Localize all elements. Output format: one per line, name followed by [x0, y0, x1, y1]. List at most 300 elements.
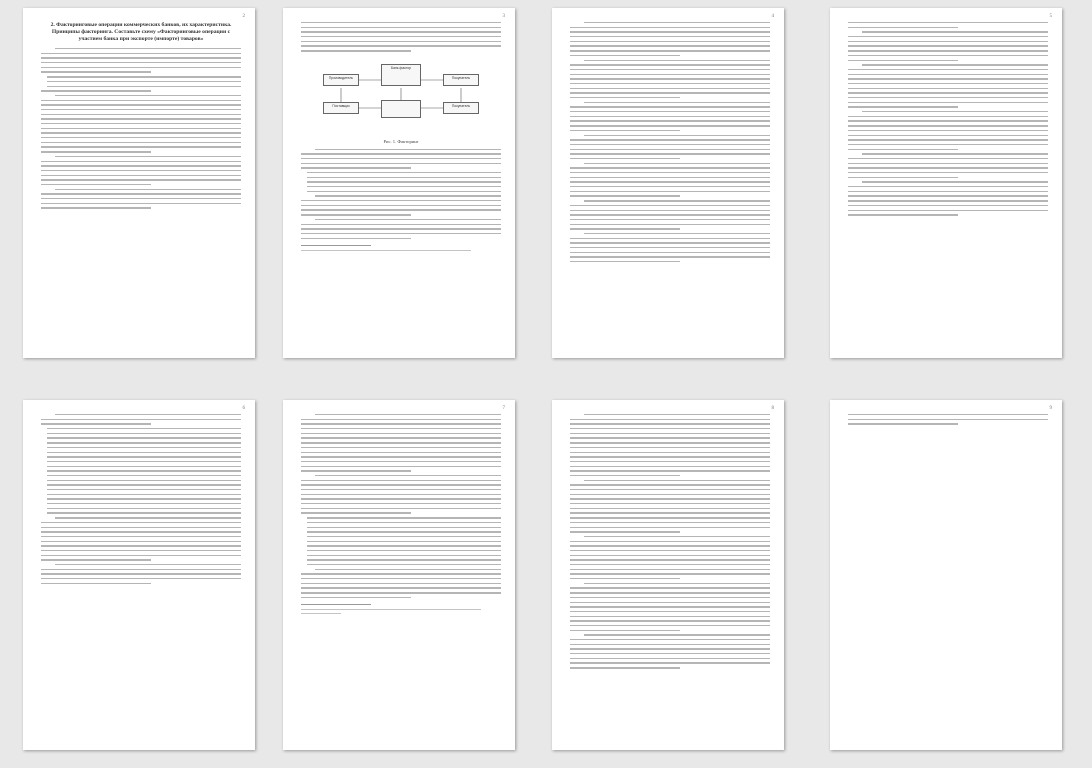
- text-line: [570, 92, 770, 93]
- text-line: [41, 62, 241, 63]
- text-line: [570, 149, 770, 150]
- text-line: [55, 189, 241, 190]
- text-line: [848, 191, 1048, 192]
- text-line: [570, 569, 770, 570]
- text-line: [848, 149, 958, 150]
- text-line: [41, 531, 241, 532]
- text-line: [55, 564, 241, 565]
- page-number: 5: [1049, 14, 1052, 19]
- text-line: [848, 158, 1048, 159]
- text-line: [848, 205, 1048, 206]
- text-line: [584, 480, 770, 481]
- text-line: [301, 238, 411, 239]
- text-line: [584, 22, 770, 23]
- text-line: [848, 116, 1048, 117]
- text-line: [47, 437, 241, 438]
- text-line: [570, 214, 770, 215]
- text-line: [41, 67, 241, 68]
- text-line: [570, 181, 770, 182]
- text-line: [570, 456, 770, 457]
- text-line: [848, 69, 1048, 70]
- text-line: [47, 86, 241, 87]
- text-line: [570, 508, 770, 509]
- text-line: [307, 531, 501, 532]
- text-line: [47, 512, 241, 513]
- body-text: [301, 149, 501, 239]
- text-line: [301, 494, 501, 495]
- text-line: [570, 120, 770, 121]
- text-line: [41, 207, 151, 208]
- text-line: [570, 648, 770, 649]
- text-line: [570, 630, 680, 631]
- text-line: [41, 161, 241, 162]
- text-line: [47, 452, 241, 453]
- text-line: [848, 214, 958, 215]
- text-line: [301, 31, 501, 32]
- text-line: [570, 522, 770, 523]
- text-line: [848, 163, 1048, 164]
- text-line: [41, 146, 241, 147]
- text-line: [570, 517, 770, 518]
- text-line: [301, 158, 501, 159]
- text-line: [41, 118, 241, 119]
- text-line: [570, 620, 770, 621]
- text-line: [301, 428, 501, 429]
- factoring-diagram: [321, 58, 481, 136]
- text-line: [301, 41, 501, 42]
- text-line: [301, 484, 501, 485]
- text-line: [307, 522, 501, 523]
- text-line: [41, 132, 241, 133]
- page-title: 2. Факторинговые операции коммерческих банков, их характеристика. Принципы факторинга. Составьте схему «Факторинговые операции с участием банка при экспорте (импорте) товаров»: [50, 22, 232, 42]
- text-line: [570, 158, 680, 159]
- body-text: [301, 414, 501, 598]
- text-line: [570, 31, 770, 32]
- text-line: [55, 156, 241, 157]
- text-line: [307, 550, 501, 551]
- text-line: [848, 55, 1048, 56]
- text-line: [570, 186, 770, 187]
- text-line: [47, 76, 241, 77]
- text-line: [41, 137, 241, 138]
- text-line: [47, 494, 241, 495]
- text-line: [570, 261, 680, 262]
- text-line: [570, 242, 770, 243]
- text-line: [301, 442, 501, 443]
- text-line: [307, 191, 501, 192]
- text-line: [301, 503, 501, 504]
- text-line: [41, 71, 151, 72]
- text-line: [570, 484, 770, 485]
- text-line: [307, 555, 501, 556]
- text-line: [862, 181, 1048, 182]
- text-line: [570, 74, 770, 75]
- text-line: [301, 498, 501, 499]
- text-line: [584, 135, 770, 136]
- text-line: [570, 437, 770, 438]
- text-line: [570, 662, 770, 663]
- text-line: [301, 452, 501, 453]
- text-line: [47, 447, 241, 448]
- text-line: [848, 92, 1048, 93]
- text-line: [315, 475, 501, 476]
- text-line: [315, 414, 501, 415]
- text-line: [307, 517, 501, 518]
- text-line: [41, 569, 241, 570]
- text-line: [301, 512, 411, 513]
- text-line: [307, 564, 501, 565]
- text-line: [570, 587, 770, 588]
- text-line: [848, 167, 1048, 168]
- page-number: 8: [771, 406, 774, 411]
- text-line: [848, 423, 958, 424]
- text-line: [848, 177, 958, 178]
- text-line: [570, 247, 770, 248]
- text-line: [570, 512, 770, 513]
- text-line: [570, 153, 770, 154]
- text-line: [570, 644, 770, 645]
- document-page-5: [830, 8, 1062, 358]
- text-line: [41, 90, 151, 91]
- text-line: [41, 170, 241, 171]
- text-line: [570, 625, 770, 626]
- page-number: 7: [502, 406, 505, 411]
- footnote: [301, 609, 481, 610]
- text-line: [301, 224, 501, 225]
- text-line: [41, 550, 241, 551]
- text-line: [570, 428, 770, 429]
- text-line: [301, 45, 501, 46]
- text-line: [570, 653, 770, 654]
- text-line: [41, 559, 151, 560]
- text-line: [570, 423, 770, 424]
- text-line: [41, 175, 241, 176]
- text-line: [47, 480, 241, 481]
- page-number: 9: [1049, 406, 1052, 411]
- text-line: [301, 163, 501, 164]
- text-line: [315, 219, 501, 220]
- text-line: [301, 466, 501, 467]
- text-line: [41, 541, 241, 542]
- text-line: [848, 83, 1048, 84]
- footnote-separator: [301, 245, 371, 246]
- text-line: [570, 597, 770, 598]
- text-line: [570, 503, 770, 504]
- text-line: [307, 541, 501, 542]
- text-line: [41, 419, 241, 420]
- text-line: [848, 195, 1048, 196]
- text-line: [41, 142, 241, 143]
- text-line: [570, 219, 770, 220]
- text-line: [570, 419, 770, 420]
- text-line: [570, 541, 770, 542]
- text-line: [41, 57, 241, 58]
- text-line: [848, 50, 1048, 51]
- text-line: [315, 569, 501, 570]
- document-page-6: [23, 400, 255, 750]
- document-page-2: [23, 8, 255, 358]
- text-line: [848, 210, 1048, 211]
- text-line: [570, 238, 770, 239]
- text-line: [307, 527, 501, 528]
- page-number: 3: [502, 14, 505, 19]
- text-line: [55, 414, 241, 415]
- diagram-box-center: [381, 100, 421, 118]
- document-page-8: [552, 400, 784, 750]
- text-line: [301, 22, 501, 23]
- text-line: [570, 97, 680, 98]
- body-text: [570, 414, 770, 669]
- text-line: [848, 88, 1048, 89]
- footnote: [301, 250, 471, 251]
- text-line: [301, 480, 501, 481]
- text-line: [41, 109, 241, 110]
- text-line: [307, 536, 501, 537]
- text-line: [47, 466, 241, 467]
- text-line: [307, 181, 501, 182]
- text-line: [41, 123, 241, 124]
- text-line: [41, 165, 241, 166]
- text-line: [584, 200, 770, 201]
- text-line: [570, 470, 770, 471]
- text-line: [570, 555, 770, 556]
- text-line: [570, 433, 770, 434]
- text-line: [301, 573, 501, 574]
- text-line: [41, 128, 241, 129]
- text-line: [570, 602, 770, 603]
- text-line: [848, 36, 1048, 37]
- text-line: [848, 414, 1048, 415]
- text-line: [41, 545, 241, 546]
- text-line: [41, 114, 241, 115]
- text-line: [41, 578, 241, 579]
- text-line: [301, 233, 501, 234]
- text-line: [570, 573, 770, 574]
- text-line: [570, 564, 770, 565]
- text-line: [301, 214, 411, 215]
- text-line: [570, 616, 770, 617]
- text-line: [570, 130, 680, 131]
- text-line: [584, 60, 770, 61]
- text-line: [55, 95, 241, 96]
- text-line: [301, 209, 501, 210]
- body-text: [848, 414, 1048, 425]
- text-line: [570, 111, 770, 112]
- text-line: [41, 203, 241, 204]
- text-line: [47, 470, 241, 471]
- text-line: [570, 527, 770, 528]
- text-line: [862, 153, 1048, 154]
- figure-caption: Рис. 1. Факторинг: [383, 138, 419, 144]
- diagram-box-producer: Производитель: [323, 74, 359, 86]
- text-line: [848, 60, 958, 61]
- text-line: [584, 536, 770, 537]
- text-line: [301, 456, 501, 457]
- text-line: [47, 489, 241, 490]
- document-page-3: [283, 8, 515, 358]
- text-line: [570, 461, 770, 462]
- text-line: [570, 191, 770, 192]
- text-line: [570, 442, 770, 443]
- text-line: [570, 611, 770, 612]
- text-line: [301, 153, 501, 154]
- text-line: [848, 130, 1048, 131]
- text-line: [848, 200, 1048, 201]
- text-line: [570, 78, 770, 79]
- diagram-box-supplier: Поставщик: [323, 102, 359, 114]
- text-line: [848, 45, 1048, 46]
- text-line: [55, 517, 241, 518]
- text-line: [570, 106, 770, 107]
- diagram-box-buyer-2: Покупатель: [443, 102, 479, 114]
- text-line: [41, 179, 241, 180]
- text-line: [301, 419, 501, 420]
- body-text: [41, 48, 241, 209]
- page-number: 4: [771, 14, 774, 19]
- text-line: [301, 578, 501, 579]
- text-line: [570, 36, 770, 37]
- text-line: [570, 205, 770, 206]
- text-line: [307, 559, 501, 560]
- text-line: [570, 531, 680, 532]
- text-line: [55, 48, 241, 49]
- text-line: [570, 116, 770, 117]
- body-text: [301, 22, 501, 52]
- text-line: [47, 503, 241, 504]
- text-line: [570, 475, 680, 476]
- text-line: [848, 144, 1048, 145]
- text-line: [570, 210, 770, 211]
- text-line: [570, 606, 770, 607]
- text-line: [570, 494, 770, 495]
- text-line: [47, 81, 241, 82]
- text-line: [570, 578, 680, 579]
- text-line: [570, 195, 680, 196]
- text-line: [848, 97, 1048, 98]
- text-line: [570, 172, 770, 173]
- text-line: [570, 228, 680, 229]
- text-line: [570, 144, 770, 145]
- text-line: [307, 545, 501, 546]
- text-line: [848, 41, 1048, 42]
- text-line: [41, 193, 241, 194]
- text-line: [570, 639, 770, 640]
- text-line: [41, 522, 241, 523]
- text-line: [301, 489, 501, 490]
- text-line: [41, 527, 241, 528]
- diagram-box-buyer: Покупатель: [443, 74, 479, 86]
- text-line: [570, 27, 770, 28]
- text-line: [848, 172, 1048, 173]
- text-line: [47, 498, 241, 499]
- text-line: [301, 423, 501, 424]
- text-line: [570, 545, 770, 546]
- text-line: [570, 447, 770, 448]
- text-line: [570, 559, 770, 560]
- text-line: [570, 88, 770, 89]
- text-line: [570, 667, 680, 668]
- text-line: [41, 104, 241, 105]
- footnote-separator: [301, 604, 371, 605]
- text-line: [570, 41, 770, 42]
- text-line: [301, 508, 501, 509]
- text-line: [848, 102, 1048, 103]
- text-line: [570, 550, 770, 551]
- text-line: [848, 139, 1048, 140]
- text-line: [584, 163, 770, 164]
- text-line: [570, 167, 770, 168]
- text-line: [862, 31, 1048, 32]
- document-page-9: [830, 400, 1062, 750]
- text-line: [584, 102, 770, 103]
- text-line: [41, 583, 151, 584]
- text-line: [570, 489, 770, 490]
- page-number: 2: [242, 14, 245, 19]
- text-line: [47, 456, 241, 457]
- text-line: [47, 433, 241, 434]
- text-line: [301, 447, 501, 448]
- text-line: [570, 50, 770, 51]
- text-line: [301, 461, 501, 462]
- text-line: [570, 177, 770, 178]
- text-line: [570, 592, 770, 593]
- text-line: [301, 433, 501, 434]
- text-line: [848, 419, 1048, 420]
- text-line: [41, 536, 241, 537]
- text-line: [570, 466, 770, 467]
- text-line: [570, 256, 770, 257]
- text-line: [47, 484, 241, 485]
- text-line: [47, 461, 241, 462]
- text-line: [570, 125, 770, 126]
- body-text: [570, 22, 770, 262]
- document-page-4: [552, 8, 784, 358]
- text-line: [307, 172, 501, 173]
- text-line: [584, 233, 770, 234]
- body-text: [41, 414, 241, 584]
- text-line: [301, 50, 411, 51]
- text-line: [570, 55, 680, 56]
- text-line: [41, 184, 151, 185]
- text-line: [41, 151, 151, 152]
- text-line: [315, 149, 501, 150]
- text-line: [862, 111, 1048, 112]
- text-line: [41, 100, 241, 101]
- text-line: [570, 252, 770, 253]
- text-line: [570, 658, 770, 659]
- text-line: [315, 195, 501, 196]
- text-line: [301, 200, 501, 201]
- text-line: [307, 186, 501, 187]
- text-line: [570, 69, 770, 70]
- document-page-7: [283, 400, 515, 750]
- text-line: [301, 470, 411, 471]
- text-line: [301, 27, 501, 28]
- text-line: [848, 78, 1048, 79]
- text-line: [848, 106, 958, 107]
- text-line: [570, 64, 770, 65]
- text-line: [848, 74, 1048, 75]
- body-text: [848, 22, 1048, 216]
- text-line: [570, 224, 770, 225]
- text-line: [47, 475, 241, 476]
- text-line: [41, 423, 151, 424]
- text-line: [47, 508, 241, 509]
- text-line: [301, 587, 501, 588]
- text-line: [570, 139, 770, 140]
- text-line: [570, 83, 770, 84]
- text-line: [848, 125, 1048, 126]
